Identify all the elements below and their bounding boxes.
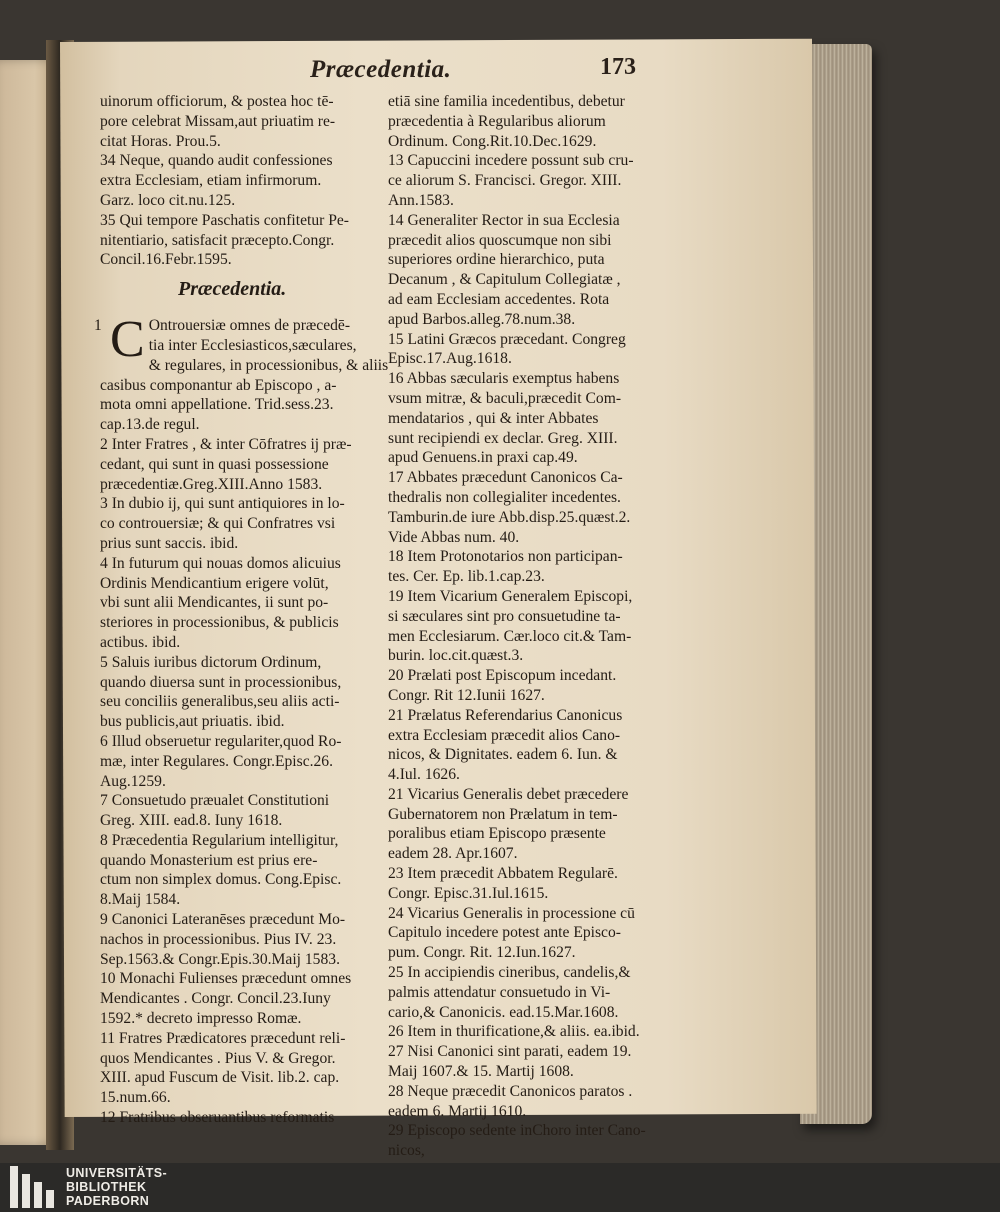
text-line: Capitulo incedere potest ante Episco- <box>388 924 621 942</box>
text-line: thedralis non collegialiter incedentes. <box>388 488 621 506</box>
text-line: 4.Iul. 1626. <box>388 766 460 784</box>
text-line: Ann.1583. <box>388 191 454 209</box>
right-column <box>388 92 688 1161</box>
running-title: Præcedentia. <box>310 56 452 83</box>
library-name-line2: BIBLIOTHEK <box>66 1180 147 1194</box>
library-name-line3: PADERBORN <box>66 1194 150 1208</box>
text-line: 3 In dubio ij, qui sunt antiquiores in lo- <box>100 495 345 513</box>
text-line: 18 Item Protonotarios non participan- <box>388 548 623 566</box>
text-line: 19 Item Vicarium Generalem Episcopi, <box>388 587 633 605</box>
drop-capital: C <box>110 311 145 369</box>
text-line: 28 Neque præcedit Canonicos paratos . <box>388 1082 633 1100</box>
text-line: co controuersiæ; & qui Confratres vsi <box>100 515 336 533</box>
text-line: 1592.* decreto impresso Romæ. <box>100 1010 302 1028</box>
text-line: superiores ordine hierarchico, puta <box>388 251 605 269</box>
text-line: 7 Consuetudo præualet Constitutioni <box>100 792 330 810</box>
text-line: 14 Generaliter Rector in sua Ecclesia <box>388 211 620 229</box>
text-line: poralibus etiam Episcopo præsente <box>388 825 606 843</box>
text-line: Decanum , & Capitulum Collegiatæ , <box>388 271 621 289</box>
text-line: 35 Qui tempore Paschatis confitetur Pe- <box>100 211 350 229</box>
text-line: 23 Item præcedit Abbatem Regularē. <box>388 865 618 883</box>
text-line: præcedentia à Regularibus aliorum <box>388 112 606 130</box>
text-line: quando diuersa sunt in processionibus, <box>100 673 342 691</box>
text-line: Tamburin.de iure Abb.disp.25.quæst.2. <box>388 508 631 526</box>
text-line: 29 Episcopo sedente inChoro inter Cano- <box>388 1122 646 1140</box>
paragraph-marker: 1 <box>94 317 102 335</box>
text-line: 9 Canonici Lateranēses præcedunt Mo- <box>100 911 346 929</box>
text-line: cedant, qui sunt in quasi possessione <box>100 455 329 473</box>
text-line: præcedentiæ.Greg.XIII.Anno 1583. <box>100 475 323 493</box>
text-line: etiā sine familia incedentibus, debetur <box>388 93 625 110</box>
text-line: ad eam Ecclesiam accedentes. Rota <box>388 290 610 308</box>
text-line: 26 Item in thurificatione,& aliis. ea.ibid. <box>388 1023 640 1041</box>
text-line: Maij 1607.& 15. Martij 1608. <box>388 1063 574 1081</box>
text-line: Concil.16.Febr.1595. <box>100 251 232 269</box>
text-line: Gubernatorem non Prælatum in tem- <box>388 805 618 823</box>
library-logo-icon <box>10 1166 54 1208</box>
text-line: pore celebrat Missam,aut priuatim re- <box>100 112 336 130</box>
text-line: 25 In accipiendis cineribus, candelis,& <box>388 964 631 982</box>
text-line: & regulares, in processionibus, & aliis <box>148 356 389 374</box>
left-column-body <box>100 356 390 1128</box>
text-line: Ordinis Mendicantium erigere volūt, <box>100 574 329 592</box>
text-line: cap.13.de regul. <box>100 416 200 434</box>
text-line: XIII. apud Fuscum de Visit. lib.2. cap. <box>100 1069 340 1087</box>
text-line: Aug.1259. <box>100 772 166 790</box>
text-line: prius sunt saccis. ibid. <box>100 534 239 552</box>
text-line: 13 Capuccini incedere possunt sub cru- <box>388 152 634 170</box>
text-line: apud Genuens.in praxi cap.49. <box>388 449 578 467</box>
text-line: eadem 28. Apr.1607. <box>388 845 518 863</box>
text-line: mendatarios , qui & inter Abbates <box>388 409 599 427</box>
page-header <box>240 52 660 92</box>
text-line: 10 Monachi Fulienses præcedunt omnes <box>100 970 352 988</box>
text-line: quando Monasterium est prius ere- <box>100 851 318 869</box>
text-line: Garz. loco cit.nu.125. <box>100 191 236 209</box>
text-line: tes. Cer. Ep. lib.1.cap.23. <box>388 568 545 586</box>
text-line: ctum non simplex domus. Cong.Episc. <box>100 871 342 889</box>
text-line: 20 Prælati post Episcopum incedant. <box>388 667 617 685</box>
text-line: mota omni appellatione. Trid.sess.23. <box>100 396 334 414</box>
text-line: 16 Abbas sæcularis exemptus habens <box>388 370 620 388</box>
text-line: sunt recipiendi ex declar. Greg. XIII. <box>388 429 618 447</box>
text-line: Greg. XIII. ead.8. Iuny 1618. <box>100 812 283 830</box>
text-line: Mendicantes . Congr. Concil.23.Iuny <box>100 990 331 1008</box>
text-line: uinorum officiorum, & postea hoc tē- <box>100 93 334 110</box>
text-line: ce aliorum S. Francisci. Gregor. XIII. <box>388 172 622 190</box>
text-line: 2 Inter Fratres , & inter Cōfratres ij præ- <box>100 435 352 453</box>
text-line: cario,& Canonicis. ead.15.Mar.1608. <box>388 1003 619 1021</box>
text-line: pum. Congr. Rit. 12.Iun.1627. <box>388 944 576 962</box>
text-line: Congr. Rit 12.Iunii 1627. <box>388 686 545 704</box>
text-line: 15 Latini Græcos præcedant. Congreg <box>388 330 626 348</box>
text-line: steriores in processionibus, & publicis <box>100 614 339 632</box>
text-line: 8 Præcedentia Regularium intelligitur, <box>100 831 339 849</box>
text-line: præcedit alios quoscumque non sibi <box>388 231 612 249</box>
text-line: extra Ecclesiam, etiam infirmorum. <box>100 172 322 190</box>
text-line: Vide Abbas num. 40. <box>388 528 520 546</box>
text-line: Ontrouersiæ omnes de præcedē- <box>148 317 351 335</box>
text-line: Sep.1563.& Congr.Epis.30.Maij 1583. <box>100 950 340 968</box>
text-line: vbi sunt alii Mendicantes, ii sunt po- <box>100 594 329 612</box>
text-line: men Ecclesiarum. Cær.loco cit.& Tam- <box>388 627 632 645</box>
text-line: casibus componantur ab Episcopo , a- <box>100 376 337 394</box>
text-line: palmis attendatur consuetudo in Vi- <box>388 983 611 1001</box>
left-column <box>94 92 390 1128</box>
text-line: si sæculares sint pro consuetudine ta- <box>388 607 621 625</box>
text-line: actibus. ibid. <box>100 633 181 651</box>
text-line: vsum mitræ, & baculi,præcedit Com- <box>388 389 622 407</box>
text-line: 21 Prælatus Referendarius Canonicus <box>388 706 623 724</box>
text-line: 27 Nisi Canonici sint parati, eadem 19. <box>388 1043 632 1061</box>
text-line: eadem 6. Martij 1610. <box>388 1102 527 1120</box>
text-line: 34 Neque, quando audit confessiones <box>100 152 333 170</box>
text-line: Episc.17.Aug.1618. <box>388 350 512 368</box>
text-line: mæ, inter Regulares. Congr.Episc.26. <box>100 752 334 770</box>
text-line: 4 In futurum qui nouas domos alicuius <box>100 554 341 572</box>
text-line: tia inter Ecclesiasticos,sæculares, <box>148 336 357 354</box>
text-line: Congr. Episc.31.Iul.1615. <box>388 884 549 902</box>
text-line: 21 Vicarius Generalis debet præcedere <box>388 785 629 803</box>
text-line: bus publicis,aut priuatis. ibid. <box>100 713 285 731</box>
library-name-line1: UNIVERSITÄTS- <box>66 1166 168 1180</box>
text-line: nicos, <box>388 1142 425 1160</box>
text-line: apud Barbos.alleg.78.num.38. <box>388 310 576 328</box>
text-line: 5 Saluis iuribus dictorum Ordinum, <box>100 653 322 671</box>
library-footer <box>0 1163 1000 1212</box>
text-line: burin. loc.cit.quæst.3. <box>388 647 524 665</box>
text-line: 11 Fratres Prædicatores præcedunt reli- <box>100 1029 346 1047</box>
text-line: nicos, & Dignitates. eadem 6. Iun. & <box>388 746 618 764</box>
text-line: 6 Illud obseruetur regulariter,quod Ro- <box>100 732 342 750</box>
library-name <box>66 1166 167 1208</box>
text-line: 15.num.66. <box>100 1089 171 1107</box>
section-heading: Præcedentia. <box>178 278 287 301</box>
page-number: 173 <box>600 54 636 80</box>
text-line: quos Mendicantes . Pius V. & Gregor. <box>100 1049 336 1067</box>
left-column-top <box>100 92 390 270</box>
text-line: seu conciliis generalibus,seu aliis acti- <box>100 693 340 711</box>
text-line: 17 Abbates præcedunt Canonicos Ca- <box>388 469 623 487</box>
text-line: nachos in processionibus. Pius IV. 23. <box>100 930 337 948</box>
right-column-body <box>388 92 688 1161</box>
text-line: citat Horas. Prou.5. <box>100 132 221 150</box>
text-line: 12 Fratribus obseruantibus reformatis <box>100 1109 335 1127</box>
text-line: extra Ecclesiam præcedit alios Cano- <box>388 726 621 744</box>
text-line: 8.Maij 1584. <box>100 891 181 909</box>
text-line: nitentiario, satisfacit præcepto.Congr. <box>100 231 335 249</box>
text-line: 24 Vicarius Generalis in processione cū <box>388 904 635 922</box>
text-line: Ordinum. Cong.Rit.10.Dec.1629. <box>388 132 597 150</box>
